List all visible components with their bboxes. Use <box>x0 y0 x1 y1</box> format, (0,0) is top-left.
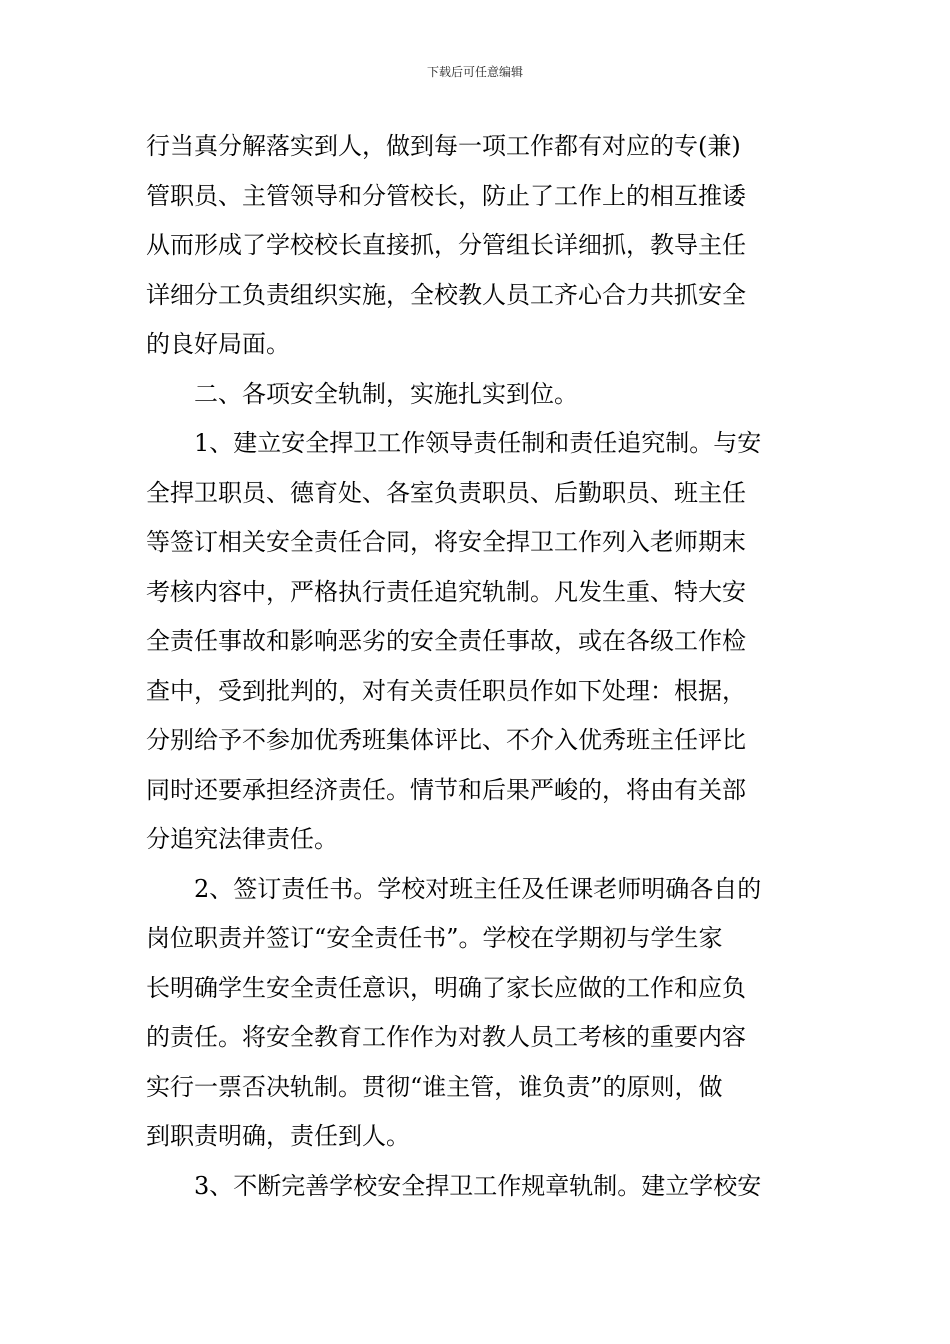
page-header: 下载后可任意编辑 <box>426 65 523 79</box>
document-body <box>146 122 808 1211</box>
paragraph <box>146 370 808 420</box>
text-line: 考核内容中，严格执行责任追究轨制。凡发生重、特大安 <box>146 577 746 606</box>
paragraph <box>146 1162 808 1212</box>
text-line: 实行一票否决轨制。贯彻“谁主管，谁负责”的原则，做 <box>146 1072 723 1101</box>
text-line: 分别给予不参加优秀班集体评比、不介入优秀班主任评比 <box>146 726 746 754</box>
text-line: 1、建立安全捍卫工作领导责任制和责任追究制。与安 <box>194 429 762 457</box>
text-line: 行当真分解落实到人，做到每一项工作都有对应的专(兼) <box>146 132 741 160</box>
text-line: 同时还要承担经济责任。情节和后果严峻的，将由有关部 <box>146 775 746 804</box>
text-line: 全捍卫职员、德育处、各室负责职员、后勤职员、班主任 <box>146 478 746 507</box>
text-line: 等签订相关安全责任合同，将安全捍卫工作列入老师期末 <box>146 528 746 556</box>
paragraph <box>146 865 808 1162</box>
text-line: 从而形成了学校校长直接抓，分管组长详细抓，教导主任 <box>146 231 746 259</box>
text-line: 的良好局面。 <box>146 330 290 358</box>
text-line: 二、各项安全轨制，实施扎实到位。 <box>194 379 578 408</box>
paragraph <box>146 122 808 370</box>
text-line: 详细分工负责组织实施，全校教人员工齐心合力共抓安全 <box>146 280 746 309</box>
text-line: 分追究法律责任。 <box>146 825 338 853</box>
text-line: 管职员、主管领导和分管校长，防止了工作上的相互推诿 <box>146 181 746 210</box>
text-line: 岗位职责并签订“安全责任书”。学校在学期初与学生家 <box>146 924 723 952</box>
text-line: 到职责明确，责任到人。 <box>146 1122 410 1150</box>
text-line: 2、签订责任书。学校对班主任及任课老师明确各自的 <box>194 874 762 903</box>
text-line: 3、不断完善学校安全捍卫工作规章轨制。建立学校安 <box>194 1171 762 1200</box>
text-line: 长明确学生安全责任意识，明确了家长应做的工作和应负 <box>146 973 746 1002</box>
text-line: 的责任。将安全教育工作作为对教人员工考核的重要内容 <box>146 1023 746 1051</box>
text-line: 全责任事故和影响恶劣的安全责任事故，或在各级工作检 <box>146 627 746 655</box>
paragraph <box>146 419 808 865</box>
text-line: 查中，受到批判的，对有关责任职员作如下处理：根据， <box>146 676 746 705</box>
